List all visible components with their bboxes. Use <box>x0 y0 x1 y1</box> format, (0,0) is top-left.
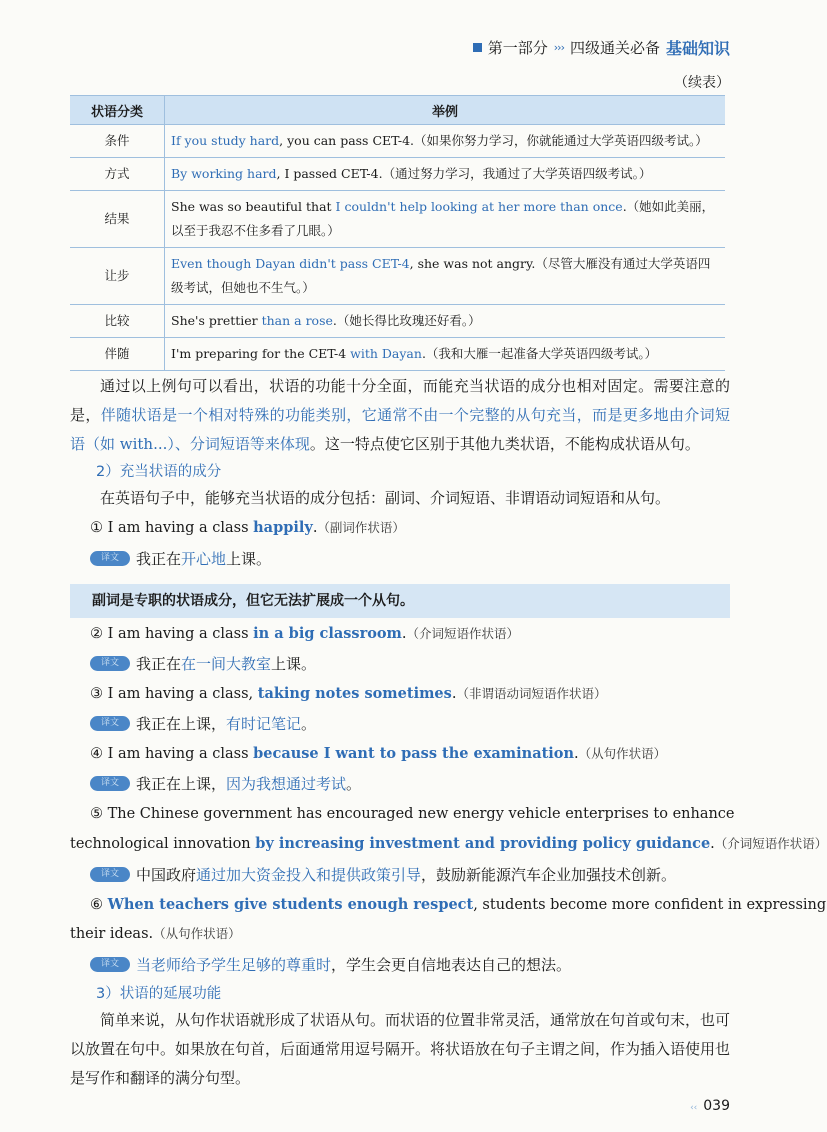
page-number <box>690 1098 730 1114</box>
tip-box: 副词是专职的状语成分，但它无法扩展成一个从句。 <box>70 584 730 618</box>
summary-paragraph <box>70 372 730 459</box>
translation-5 <box>90 864 676 885</box>
example-number: ⑥ <box>90 897 103 913</box>
header-arrows: ››› <box>553 41 564 54</box>
running-header <box>473 36 730 59</box>
example-sentence-5 <box>90 806 735 822</box>
translation-1 <box>90 548 271 569</box>
example-note: （从句作状语） <box>153 926 241 941</box>
example-sentence-6-cont <box>70 924 241 942</box>
example-number: ④ <box>90 746 103 762</box>
example-translation: （她长得比玫瑰还好看。） <box>336 313 481 328</box>
example-highlight: Even though Dayan didn't pass CET-4 <box>171 256 410 271</box>
example-text: technological innovation <box>70 836 256 852</box>
translation-highlight: 开心地 <box>181 550 227 568</box>
example-sentence-4 <box>90 744 666 762</box>
example-text: The Chinese government has encouraged new energy vehicle enterprises to enhance <box>107 806 735 822</box>
example-highlight: in a big classroom <box>253 625 402 642</box>
example-sentence-1 <box>90 518 405 536</box>
table-cell-example <box>165 191 726 248</box>
translation-highlight: 因为我想通过考试 <box>226 775 347 793</box>
example-rest: . <box>421 346 426 361</box>
translation-3 <box>90 713 316 734</box>
translation-text <box>136 653 316 674</box>
example-highlight: happily <box>253 519 313 536</box>
example-rest: , I passed CET-4. <box>276 166 383 181</box>
example-highlight: I couldn't help looking at her more than once <box>335 199 623 214</box>
table-cell-type: 结果 <box>70 191 165 248</box>
translation-6 <box>90 954 571 975</box>
table-cell-type: 比较 <box>70 305 165 338</box>
example-text: I am having a class <box>107 520 254 536</box>
example-text: , students become more confident in expressing <box>473 897 827 913</box>
example-highlight: with Dayan <box>350 346 422 361</box>
translation-text <box>136 548 271 569</box>
translation-post: 上课。 <box>226 550 272 568</box>
example-punct: . <box>401 626 407 642</box>
example-highlight: taking notes sometimes <box>257 685 452 702</box>
example-text: I am having a class <box>107 626 254 642</box>
example-sentence-3 <box>90 684 606 702</box>
translation-post: ，学生会更自信地表达自己的想法。 <box>331 956 572 974</box>
table-cell-type: 让步 <box>70 248 165 305</box>
translation-post: 上课。 <box>271 655 317 673</box>
example-number: ③ <box>90 686 103 702</box>
example-highlight: by increasing investment and providing policy guidance <box>255 835 711 852</box>
table-header-type: 状语分类 <box>70 96 165 125</box>
example-highlight: By working hard <box>171 166 277 181</box>
translation-post: ，鼓励新能源汽车企业加强技术创新。 <box>421 866 677 884</box>
section-heading-3: 3）状语的延展功能 <box>96 986 222 1002</box>
example-note: （介词短语作状语） <box>406 626 520 641</box>
example-text: their ideas. <box>70 926 154 942</box>
page-arrows: ‹‹ <box>690 1103 698 1113</box>
translation-text <box>136 773 361 794</box>
example-translation: （尽管大雁没有通过大学英语四级考试，但她也不生气。） <box>171 256 711 295</box>
example-number: ② <box>90 626 103 642</box>
page-number-value: 039 <box>703 1098 730 1114</box>
components-paragraph: 在英语句子中，能够充当状语的成分包括：副词、介词短语、非谓语动词短语和从句。 <box>100 489 671 507</box>
para1-a: 通过以上例句可以看出，状语的功能十分全面，而能充当状语的成分也相对固定。需要注意的是， <box>70 377 730 424</box>
example-punct: . <box>451 686 457 702</box>
table-header-example: 举例 <box>165 96 726 125</box>
example-translation: （如果你努力学习，你就能通过大学英语四级考试。） <box>414 133 708 148</box>
example-text: I am having a class, <box>107 686 258 702</box>
table-row <box>70 248 725 305</box>
translation-2 <box>90 653 316 674</box>
header-part: 第一部分 <box>487 39 548 57</box>
translation-text <box>136 864 676 885</box>
adverbial-table <box>70 95 725 371</box>
example-translation: （通过努力学习，我通过了大学英语四级考试。） <box>382 166 652 181</box>
translation-highlight: 有时记笔记 <box>226 715 302 733</box>
table-row <box>70 305 725 338</box>
table-cell-example <box>165 125 726 158</box>
example-note: （非谓语动词短语作状语） <box>456 686 607 701</box>
table-cell-example <box>165 158 726 191</box>
table-cell-type: 方式 <box>70 158 165 191</box>
translation-badge: 译文 <box>90 656 130 671</box>
example-translation: （我和大雁一起准备大学英语四级考试。） <box>425 346 658 361</box>
example-sentence-5-cont <box>70 834 827 852</box>
example-pre: She was so beautiful that <box>171 199 336 214</box>
example-note: （副词作状语） <box>317 520 405 535</box>
table-cell-example <box>165 248 726 305</box>
example-number: ① <box>90 520 103 536</box>
table-row <box>70 191 725 248</box>
example-sentence-6 <box>90 896 826 913</box>
extension-paragraph: 简单来说，从句作状语就形成了状语从句。而状语的位置非常灵活，通常放在句首或句末，也可以放置在句中。如果放在句首，后面通常用逗号隔开。将状语放在句子主谓之间，作为插入语使用也是写作和翻译的满分句型。 <box>70 1011 731 1087</box>
example-punct: . <box>574 746 579 762</box>
translation-badge: 译文 <box>90 551 130 566</box>
example-rest: , she was not angry. <box>409 256 536 271</box>
table-cell-type: 条件 <box>70 125 165 158</box>
translation-badge: 译文 <box>90 776 130 791</box>
translation-badge: 译文 <box>90 716 130 731</box>
example-pre: I'm preparing for the CET-4 <box>171 346 351 361</box>
translation-highlight: 在一间大教室 <box>181 655 272 673</box>
translation-4 <box>90 773 361 794</box>
translation-badge: 译文 <box>90 867 130 882</box>
header-emphasis: 基础知识 <box>665 39 730 58</box>
translation-highlight: 当老师给予学生足够的尊重时 <box>136 956 332 974</box>
example-punct: . <box>312 520 318 536</box>
table-row <box>70 125 725 158</box>
para1-highlight: 伴随状语是一个相对特殊的功能类别，它通常不由一个完整的从句充当，而是更多地由介词短语（如 with...）、分词短语等来体现 <box>70 406 730 453</box>
header-square-icon <box>473 43 482 52</box>
example-rest: , you can pass CET-4. <box>279 133 415 148</box>
example-rest: . <box>332 313 337 328</box>
translation-post: 。 <box>301 715 317 733</box>
example-highlight: If you study hard <box>171 133 280 148</box>
example-highlight: because I want to pass the examination <box>253 745 575 762</box>
example-punct: . <box>710 836 715 852</box>
para1-c: 。这一特点使它区别于其他九类状语，不能构成状语从句。 <box>309 435 700 453</box>
example-highlight: than a rose <box>261 313 333 328</box>
header-title: 四级通关必备 <box>569 39 660 57</box>
table-header-row <box>70 96 725 125</box>
example-highlight: When teachers give students enough respect <box>107 896 474 913</box>
translation-pre: 中国政府 <box>136 866 197 884</box>
translation-badge: 译文 <box>90 957 130 972</box>
table-cell-type: 伴随 <box>70 338 165 371</box>
table-row <box>70 158 725 191</box>
example-note: （从句作状语） <box>578 746 667 761</box>
translation-pre: 我正在 <box>136 550 182 568</box>
continued-label: （续表） <box>674 75 730 91</box>
translation-highlight: 通过加大资金投入和提供政策引导 <box>196 866 422 884</box>
table-row <box>70 338 725 371</box>
example-sentence-2 <box>90 624 519 642</box>
translation-post: 。 <box>346 775 362 793</box>
example-translation: （她如此美丽，以至于我忍不住多看了几眼。） <box>171 199 715 238</box>
translation-text <box>136 954 571 975</box>
section-heading-2: 2）充当状语的成分 <box>96 464 222 480</box>
translation-pre: 我正在 <box>136 655 182 673</box>
example-text: I am having a class <box>107 746 254 762</box>
table-cell-example <box>165 305 726 338</box>
example-note: （介词短语作状语） <box>714 836 827 851</box>
table-cell-example <box>165 338 726 371</box>
example-number: ⑤ <box>90 806 103 822</box>
example-pre: She's prettier <box>171 313 262 328</box>
translation-pre: 我正在上课， <box>136 715 227 733</box>
translation-pre: 我正在上课， <box>136 775 227 793</box>
example-rest: . <box>622 199 627 214</box>
translation-text <box>136 713 316 734</box>
